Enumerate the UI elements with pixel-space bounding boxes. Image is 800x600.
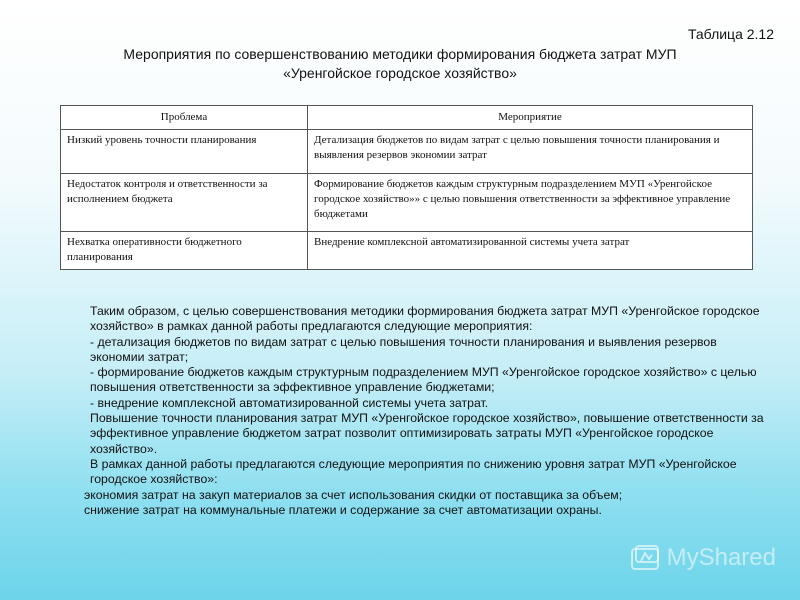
slide-title (0, 45, 800, 83)
list-item: - формирование бюджетов каждым структурным подразделением МУП «Уренгойское городское хозяйство» с целью повышения ответственности за эффективное управление бюджетами; (90, 365, 757, 395)
header-measure: Мероприятие (308, 106, 753, 130)
table-row (61, 174, 753, 232)
body-second-intro: В рамках данной работы предлагаются следующие мероприятия по снижению уровня затрат МУП «Уренгойское городское хозяйство»: (90, 456, 737, 487)
slide-title-line-1: Мероприятия по совершенствованию методики формирования бюджета затрат МУП (123, 46, 677, 62)
myshared-logo-icon (631, 545, 661, 571)
cell-problem: Недостаток контроля и ответственности за исполнением бюджета (61, 174, 308, 232)
cell-measure: Формирование бюджетов каждым структурным подразделением МУП «Уренгойское городское хозяйство»» с целью повышения ответственности за эффективное управление бюджетами (308, 174, 753, 232)
table-row (61, 130, 753, 174)
list-item: экономия затрат на закуп материалов за счет использования скидки от поставщика за объем; (84, 487, 623, 502)
cell-measure: Внедрение комплексной автоматизированной системы учета затрат (308, 232, 753, 270)
table-header-row (61, 106, 753, 130)
measures-table (60, 105, 753, 270)
slide-title-line-2: «Уренгойское городское хозяйство» (283, 65, 517, 81)
cell-measure: Детализация бюджетов по видам затрат с целью повышения точности планирования и выявления резервов экономии затрат (308, 130, 753, 174)
table-caption: Таблица 2.12 (687, 26, 774, 42)
list-item: - внедрение комплексной автоматизированной системы учета затрат. (90, 395, 489, 410)
watermark-text: MyShared (666, 544, 776, 571)
watermark (631, 544, 776, 572)
list-item: снижение затрат на коммунальные платежи и содержание за счет автоматизации охраны. (84, 502, 602, 517)
body-text (44, 304, 764, 518)
body-intro: Таким образом, с целью совершенствования методики формирования бюджета затрат МУП «Уренгойское городское хозяйство» в рамках данной работы предлагаются следующие мероприятия: (90, 304, 760, 334)
list-item: - детализация бюджетов по видам затрат с целью повышения точности планирования и выявления резервов экономии затрат; (90, 334, 717, 364)
table-row (61, 232, 753, 270)
header-problem: Проблема (61, 106, 308, 130)
cell-problem: Низкий уровень точности планирования (61, 130, 308, 174)
cell-problem: Нехватка оперативности бюджетного планирования (61, 232, 308, 270)
body-conclusion: Повышение точности планирования затрат МУП «Уренгойское городское хозяйство», повышение ответственности за эффективное управление бюджетом затрат позволит оптимизировать затраты МУП «Уренгойское городское хозяйство». (90, 411, 764, 456)
